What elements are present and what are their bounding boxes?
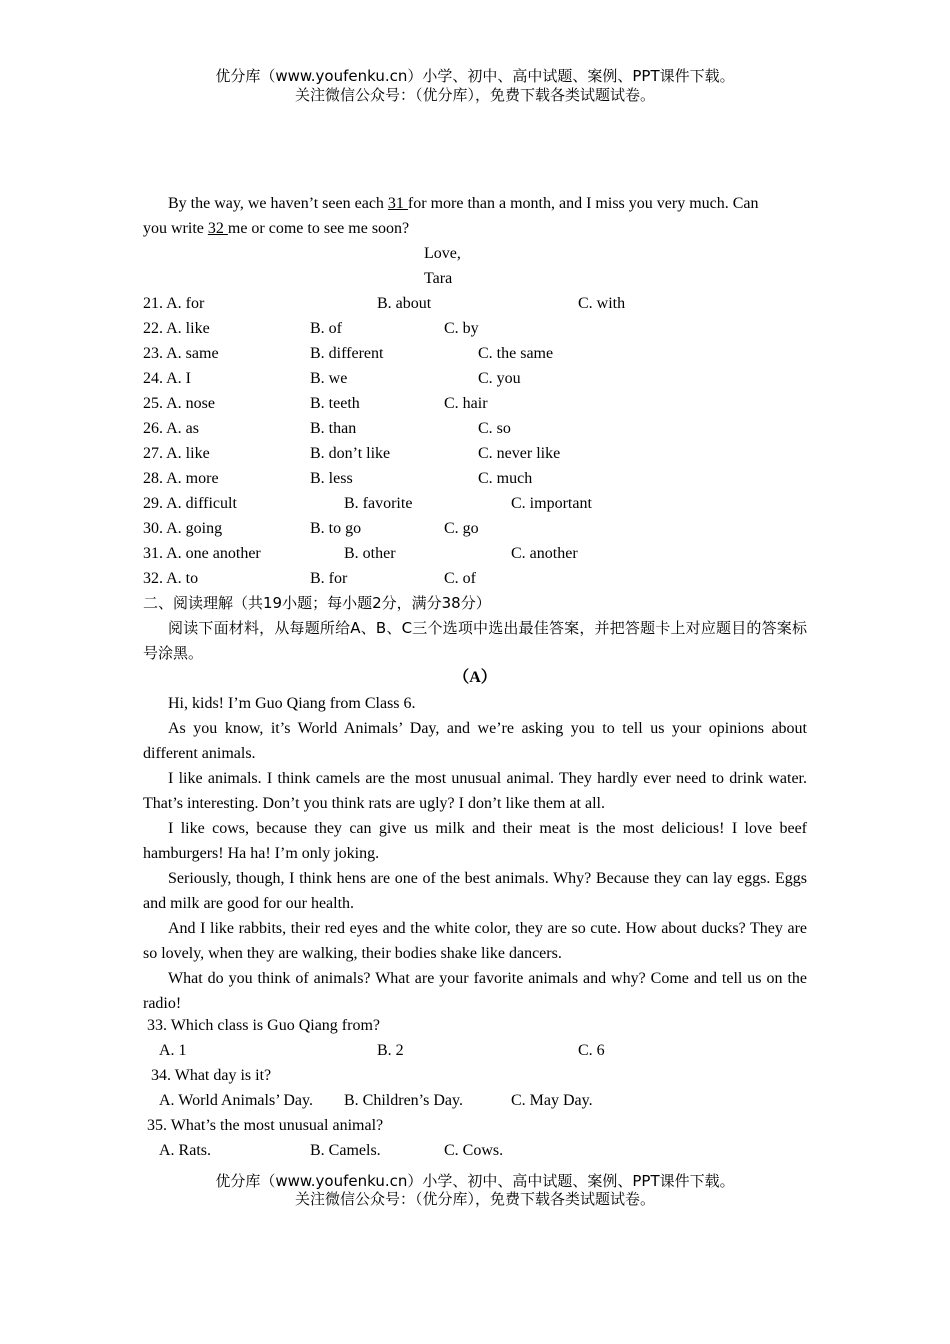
q34-option-a: A. World Animals’ Day. [159,1092,313,1109]
letter-text: you write [143,220,208,237]
q21-a: 21. A. for [143,295,205,312]
q23-a: 23. A. same [143,345,219,362]
q27-c: C. never like [478,445,561,462]
question-33: 33. Which class is Guo Qiang from? [147,1017,380,1034]
section-instructions: 阅读下面材料，从每题所给A、B、C三个选项中选出最佳答案，并把答题卡上对应题目的答案标号涂黑。 [143,619,807,662]
q29-c: C. important [511,495,592,512]
q21-b: B. about [377,295,432,312]
letter-text: for more than a month, and I miss you very much. Can [407,195,759,212]
q25-c: C. hair [444,395,488,412]
header-line-2: 关注微信公众号：（优分库），免费下载各类试题试卷。 [294,86,655,104]
q21-c: C. with [578,295,626,312]
q35-option-c: C. Cows. [444,1142,504,1159]
q33-option-a: A. 1 [159,1042,187,1059]
q29-b: B. favorite [344,495,413,512]
blank-32: 32 [207,220,228,237]
q29-a: 29. A. difficult [143,495,237,512]
footer-line-1: 优分库（www.youfenku.cn）小学、初中、高中试题、案例、PPT课件下载。 [215,1172,735,1190]
q26-b: B. than [310,420,357,437]
q34-option-c: C. May Day. [511,1092,593,1109]
header-line-1: 优分库（www.youfenku.cn）小学、初中、高中试题、案例、PPT课件下载。 [215,67,735,85]
q31-c: C. another [511,545,578,562]
q28-b: B. less [310,470,353,487]
q35-option-a: A. Rats. [159,1142,211,1159]
q24-a: 24. A. I [143,370,191,387]
q24-c: C. you [478,370,521,387]
q27-b: B. don’t like [310,445,391,462]
passage-paragraph: I like cows, because they can give us milk and their meat is the most delicious! I love beef hamburgers! Ha ha! I’m only joking. [143,820,807,862]
footer-line-2: 关注微信公众号：（优分库），免费下载各类试题试卷。 [294,1190,655,1208]
section-title: 二、阅读理解（共19小题；每小题2分，满分38分） [143,594,491,612]
letter-line-2 [143,219,409,239]
letter-closing: Love, [424,245,461,262]
q28-c: C. much [478,470,533,487]
q27-a: 27. A. like [143,445,210,462]
passage-paragraph: I like animals. I think camels are the most unusual animal. They hardly ever need to drink water. That’s interesting. Don’t you think rats are ugly? I don’t like them at all. [143,770,807,812]
q33-option-b: B. 2 [377,1042,404,1059]
q26-a: 26. A. as [143,420,199,437]
q30-b: B. to go [310,520,362,537]
q32-a: 32. A. to [143,570,199,587]
passage-paragraph: Seriously, though, I think hens are one of the best animals. Why? Because they can lay eggs. Eggs and milk are good for our health. [143,870,807,912]
q22-a: 22. A. like [143,320,210,337]
letter-line-1 [168,194,759,214]
q24-b: B. we [310,370,348,387]
q23-c: C. the same [478,345,554,362]
q30-c: C. go [444,520,479,537]
q30-a: 30. A. going [143,520,223,537]
q28-a: 28. A. more [143,470,219,487]
passage-paragraph: Hi, kids! I’m Guo Qiang from Class 6. [168,695,416,712]
q31-a: 31. A. one another [143,545,261,562]
blank-31: 31 [387,195,408,212]
passage-label: （A） [453,669,497,686]
question-34: 34. What day is it? [151,1067,272,1084]
passage-paragraph: And I like rabbits, their red eyes and the white color, they are so cute. How about ducks? They are so lovely, when they are walking, their bodies shake like dancers. [143,920,807,962]
q32-b: B. for [310,570,348,587]
passage-paragraph: What do you think of animals? What are your favorite animals and why? Come and tell us on the radio! [143,970,807,1012]
letter-text: By the way, we haven’t seen each [168,195,388,212]
passage-paragraph: As you know, it’s World Animals’ Day, and we’re asking you to tell us your opinions about different animals. [143,720,807,762]
letter-text: me or come to see me soon? [227,220,410,237]
q26-c: C. so [478,420,511,437]
q31-b: B. other [344,545,396,562]
q23-b: B. different [310,345,384,362]
q32-c: C. of [444,570,476,587]
q34-option-b: B. Children’s Day. [344,1092,463,1109]
q35-option-b: B. Camels. [310,1142,381,1159]
q22-c: C. by [444,320,479,337]
q22-b: B. of [310,320,342,337]
q25-a: 25. A. nose [143,395,215,412]
question-35: 35. What’s the most unusual animal? [147,1117,384,1134]
letter-signature: Tara [424,270,453,287]
q25-b: B. teeth [310,395,360,412]
q33-option-c: C. 6 [578,1042,605,1059]
